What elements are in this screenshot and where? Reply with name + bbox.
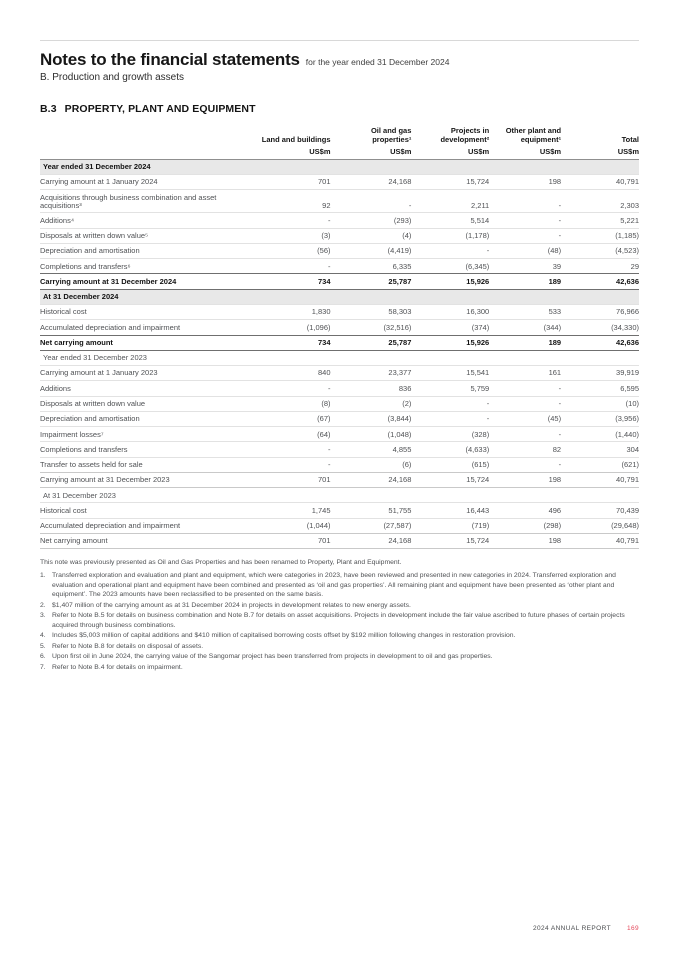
row-label: Net carrying amount [40,335,241,350]
cell-value: 15,724 [411,472,489,487]
table-row [40,228,639,243]
footnote-text: Refer to Note B.4 for details on impairment. [52,663,183,671]
table-body [40,159,639,549]
table-row [40,442,639,457]
column-header: Land and buildings [261,135,331,145]
cell-value: 39,919 [561,366,639,381]
cell-value: (298) [489,518,561,533]
footnote-item [40,611,639,630]
cell-value: (8) [241,396,331,411]
cell-value: 70,439 [561,503,639,518]
cell-value: 15,926 [411,335,489,350]
row-label: Historical cost [40,305,241,320]
cell-value: 23,377 [331,366,412,381]
cell-value: (4,419) [331,243,412,258]
cell-value: 1,745 [241,503,331,518]
footnote-item [40,631,639,641]
footnote-item [40,642,639,652]
page-subtitle: B. Production and growth assets [40,72,184,83]
cell-value: (1,178) [411,228,489,243]
row-label: Impairment losses⁷ [40,427,241,442]
cell-value: - [489,228,561,243]
page-title-suffix: for the year ended 31 December 2024 [305,57,450,67]
cell-value: (615) [411,457,489,472]
cell-value: - [331,190,412,213]
row-label: Disposals at written down value [40,396,241,411]
table-row [40,366,639,381]
cell-value: - [489,190,561,213]
total-row [40,274,639,289]
cell-value: 15,926 [411,274,489,289]
cell-value: 734 [241,274,331,289]
footnote-item [40,663,639,673]
cell-value: 15,724 [411,175,489,190]
section-label: Year ended 31 December 2023 [40,350,639,365]
cell-value: - [411,411,489,426]
row-label: Carrying amount at 31 December 2024 [40,274,241,289]
footnote-item [40,571,639,600]
row-label: Transfer to assets held for sale [40,457,241,472]
row-label: Depreciation and amortisation [40,411,241,426]
cell-value: (3,844) [331,411,412,426]
table-row [40,259,639,274]
section-label: At 31 December 2024 [40,289,639,304]
table-row [40,381,639,396]
section-heading-text: PROPERTY, PLANT AND EQUIPMENT [64,103,256,115]
cell-value: 198 [489,534,561,549]
table-row [40,503,639,518]
cell-value: (6) [331,457,412,472]
cell-value: 161 [489,366,561,381]
cell-value: (621) [561,457,639,472]
cell-value: 1,830 [241,305,331,320]
row-label: Additions [40,381,241,396]
column-header: Other plant and equipment¹ [505,126,562,145]
cell-value: (32,516) [331,320,412,335]
footnote-text: Includes $5,003 million of capital additions and $410 million of capitalised borrowing costs offset by $192 million following changes in restoration provision. [52,632,516,640]
footnote-item [40,652,639,662]
cell-value: - [241,381,331,396]
section-row [40,488,639,503]
page-number: 169 [626,925,639,932]
cell-value: 6,335 [331,259,412,274]
row-label: Accumulated depreciation and impairment [40,518,241,533]
cell-value: (4) [331,228,412,243]
cell-value: 92 [241,190,331,213]
header-spacer [40,126,241,146]
footnote-number: 5. [40,642,46,650]
table-row [40,518,639,533]
unit-label: US$m [467,146,490,156]
table-row [40,320,639,335]
section-label: At 31 December 2023 [40,488,639,503]
table-row [40,213,639,228]
cell-value: 42,636 [561,335,639,350]
cell-value: (3,956) [561,411,639,426]
cell-value: 42,636 [561,274,639,289]
footnote-intro: This note was previously presented as Oil and Gas Properties and has been renamed to Property, Plant and Equipment. [40,559,402,567]
cell-value: (56) [241,243,331,258]
table-units-row [40,146,639,160]
cell-value: (45) [489,411,561,426]
cell-value: 24,168 [331,472,412,487]
cell-value: 5,514 [411,213,489,228]
footnote-number: 1. [40,572,46,580]
cell-value: (27,587) [331,518,412,533]
cell-value: - [241,457,331,472]
cell-value: 29 [561,259,639,274]
page-title: Notes to the financial statements [40,50,300,69]
cell-value: 40,791 [561,534,639,549]
footnote-number: 6. [40,653,46,661]
cell-value: 15,724 [411,534,489,549]
cell-value: (29,648) [561,518,639,533]
cell-value: (34,330) [561,320,639,335]
cell-value: - [241,213,331,228]
cell-value: - [489,457,561,472]
footnote-text: Transferred exploration and evaluation and plant and equipment, which were categories in 2023, have been reviewed and presented in new categories in 2024. Transferred exploration and evaluation and operational plant and equipment have been combined and presented as ‘oil and gas properties’. All remaining plant and equipment have been presented as ‘other plant and equipment’. The 2023 amounts have been reclassified to be presented on the same basis. [52,572,616,599]
cell-value: (719) [411,518,489,533]
table-header-row [40,126,639,146]
cell-value: (3) [241,228,331,243]
row-label: Accumulated depreciation and impairment [40,320,241,335]
cell-value: - [411,396,489,411]
cell-value: 16,443 [411,503,489,518]
cell-value: (1,096) [241,320,331,335]
table-row [40,175,639,190]
table-row [40,243,639,258]
total-row [40,335,639,350]
cell-value: 51,755 [331,503,412,518]
cell-value: (48) [489,243,561,258]
cell-value: - [489,396,561,411]
footnotes [40,558,639,672]
page-footer [533,925,639,932]
cell-value: 6,595 [561,381,639,396]
total-row [40,472,639,487]
row-label: Carrying amount at 31 December 2023 [40,472,241,487]
section-heading-number: B.3 [40,103,57,115]
cell-value: - [489,427,561,442]
cell-value: 76,966 [561,305,639,320]
cell-value: (293) [331,213,412,228]
cell-value: - [489,213,561,228]
unit-label: US$m [539,146,562,156]
cell-value: 2,303 [561,190,639,213]
cell-value: 40,791 [561,472,639,487]
cell-value: (1,185) [561,228,639,243]
cell-value: (1,048) [331,427,412,442]
row-label: Carrying amount at 1 January 2024 [40,175,241,190]
row-label: Acquisitions through business combination and asset acquisitions³ [40,190,241,213]
cell-value: (374) [411,320,489,335]
cell-value: 198 [489,175,561,190]
cell-value: (2) [331,396,412,411]
cell-value: 25,787 [331,274,412,289]
cell-value: 25,787 [331,335,412,350]
page-header [40,50,639,70]
footnote-text: Refer to Note B.8 for details on disposal of assets. [52,642,204,650]
cell-value: 2,211 [411,190,489,213]
cell-value: 16,300 [411,305,489,320]
column-header: Total [621,135,639,145]
total-row [40,534,639,549]
cell-value: 40,791 [561,175,639,190]
cell-value: (1,044) [241,518,331,533]
footnote-text: Upon first oil in June 2024, the carrying value of the Sangomar project has been transferred from projects in development to oil and gas properties. [52,653,493,661]
cell-value: 496 [489,503,561,518]
footnote-text: $1,407 million of the carrying amount as at 31 December 2024 in projects in development relates to new energy assets. [52,601,411,609]
top-divider [40,40,639,41]
cell-value: 4,855 [331,442,412,457]
row-label: Completions and transfers [40,442,241,457]
cell-value: 39 [489,259,561,274]
cell-value: (4,633) [411,442,489,457]
cell-value: (10) [561,396,639,411]
footnote-item [40,601,639,611]
table-row [40,411,639,426]
ppe-table [40,126,639,549]
row-label: Carrying amount at 1 January 2023 [40,366,241,381]
cell-value: 5,759 [411,381,489,396]
table-row [40,457,639,472]
cell-value: 734 [241,335,331,350]
row-label: Historical cost [40,503,241,518]
table-head [40,126,639,159]
cell-value: (67) [241,411,331,426]
cell-value: 701 [241,175,331,190]
cell-value: (6,345) [411,259,489,274]
cell-value: 189 [489,335,561,350]
table-row [40,396,639,411]
row-label: Disposals at written down value⁵ [40,228,241,243]
report-label: 2024 ANNUAL REPORT [532,925,611,932]
section-heading [40,103,639,115]
cell-value: 198 [489,472,561,487]
footnote-text: Refer to Note B.5 for details on business combination and Note B.7 for details on asset acquisitions. Projects in development include the fair value ascribed to future phases of certain projects acquired through business combinations. [52,612,625,629]
row-label: Completions and transfers⁶ [40,259,241,274]
cell-value: (64) [241,427,331,442]
section-row [40,159,639,174]
cell-value: 15,541 [411,366,489,381]
cell-value: (328) [411,427,489,442]
cell-value: (344) [489,320,561,335]
table-row [40,427,639,442]
table-row [40,305,639,320]
footnote-number: 4. [40,632,46,640]
cell-value: (4,523) [561,243,639,258]
section-row [40,350,639,365]
cell-value: 533 [489,305,561,320]
cell-value: 24,168 [331,534,412,549]
cell-value: 58,303 [331,305,412,320]
cell-value: 189 [489,274,561,289]
cell-value: 840 [241,366,331,381]
unit-label: US$m [617,146,639,156]
row-label: Net carrying amount [40,534,241,549]
column-header: Projects in development² [440,126,490,145]
unit-label: US$m [309,146,331,156]
cell-value: 304 [561,442,639,457]
cell-value: (1,440) [561,427,639,442]
unit-label: US$m [390,146,412,156]
cell-value: 701 [241,534,331,549]
cell-value: 5,221 [561,213,639,228]
cell-value: 24,168 [331,175,412,190]
table-row [40,190,639,213]
cell-value: - [241,259,331,274]
cell-value: 701 [241,472,331,487]
units-spacer [40,146,241,160]
cell-value: - [241,442,331,457]
footnote-list [40,571,639,672]
cell-value: 82 [489,442,561,457]
row-label: Additions⁴ [40,213,241,228]
footnote-number: 2. [40,601,46,609]
cell-value: - [489,381,561,396]
cell-value: - [411,243,489,258]
page-content [40,0,639,673]
footnote-number: 7. [40,663,46,671]
footnote-number: 3. [40,612,46,620]
section-label: Year ended 31 December 2024 [40,159,639,174]
column-header: Oil and gas properties¹ [370,126,412,145]
section-row [40,289,639,304]
row-label: Depreciation and amortisation [40,243,241,258]
cell-value: 836 [331,381,412,396]
